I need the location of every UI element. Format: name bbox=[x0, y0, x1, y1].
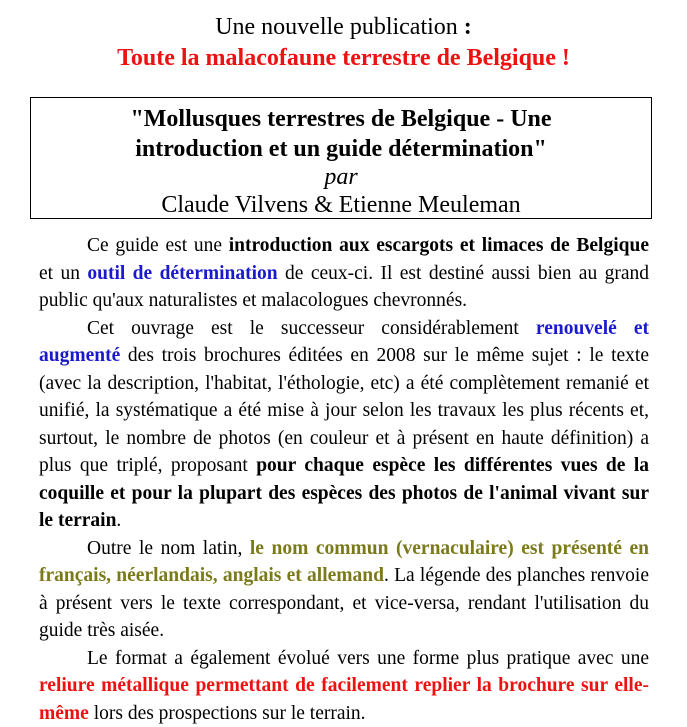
text-run: lors des prospections sur le terrain. bbox=[89, 703, 366, 724]
emphasis-common-names: le nom commun (vernaculaire) est présenté en français, néerlandais, anglais et allemand bbox=[39, 538, 649, 587]
paragraph-successor bbox=[39, 315, 649, 535]
text-run: Ce guide est une bbox=[87, 235, 229, 256]
announcement-text: Une nouvelle publication bbox=[215, 14, 458, 40]
emphasis-photos: pour chaque espèce les différentes vues de la coquille et pour la plupart des espèces des photos de l'animal vivant sur le terrain bbox=[39, 455, 649, 531]
book-title-line-2: introduction et un guide détermination" bbox=[31, 134, 651, 164]
book-title-box bbox=[30, 97, 652, 219]
book-title-line-1: "Mollusques terrestres de Belgique - Une bbox=[31, 104, 651, 134]
text-run: Le format a également évolué vers une forme plus pratique avec une bbox=[87, 648, 649, 669]
paragraph-format bbox=[39, 645, 649, 727]
announcement-colon: : bbox=[458, 14, 472, 40]
text-run: de ceux-ci. Il est destiné aussi bien au grand public qu'aux naturalistes et malacologues chevronnés. bbox=[39, 263, 649, 312]
announcement-line bbox=[0, 12, 687, 42]
book-authors: Claude Vilvens & Etienne Meuleman bbox=[31, 190, 651, 220]
text-run: . La légende des planches renvoie à présent vers le texte correspondant, et vice-versa, rendant l'utilisation du guide très aisée. bbox=[39, 565, 649, 641]
text-run: Cet ouvrage est le successeur considérablement bbox=[87, 318, 536, 339]
announcement-headline: Toute la malacofaune terrestre de Belgique ! bbox=[0, 42, 687, 74]
announcement-header bbox=[0, 12, 687, 74]
emphasis-identification-tool: outil de détermination bbox=[87, 263, 277, 284]
emphasis-renewed: renouvelé et augmenté bbox=[39, 318, 649, 367]
text-run: Outre le nom latin, bbox=[87, 538, 250, 559]
emphasis-introduction: introduction aux escargots et limaces de Belgique bbox=[229, 235, 649, 256]
emphasis-binding: reliure métallique permettant de facilement replier la brochure sur elle-même bbox=[39, 675, 649, 724]
paragraph-intro bbox=[39, 232, 649, 315]
text-run: . bbox=[116, 510, 121, 531]
by-label: par bbox=[31, 164, 651, 190]
text-run: des trois brochures éditées en 2008 sur le même sujet : le texte (avec la description, l'habitat, l'éthologie, etc) a été complètement remanié et unifié, la systématique a été mise à jour selon les travaux les plus récents et, surtout, le nombre de photos (en couleur et à présent en haute définition) a plus que triplé, proposant bbox=[39, 345, 649, 476]
description-body bbox=[39, 232, 649, 727]
text-run: et un bbox=[39, 263, 87, 284]
paragraph-names bbox=[39, 535, 649, 645]
